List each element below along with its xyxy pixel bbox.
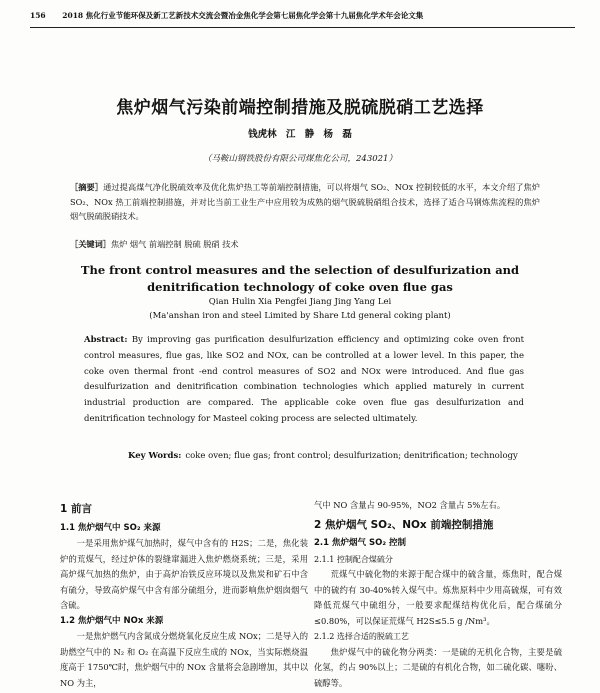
- abstract-chinese-text: 通过提高煤气净化脱硫效率及优化焦炉热工等前端控制措施，可以将烟气 SO₂、NOx 控制较低的水平，本文介绍了焦炉 SO₂、NOx 热工前端控制措施，并对比当前工业生产中应用较为成熟的烟气脱硫脱硝组合技术，选择了适合马钢炼焦流程的焦炉烟气脱硫脱硝技术。: [70, 182, 540, 221]
- page-number: 156: [30, 11, 46, 20]
- section-heading-2-1-2: 2.1.2 选择合适的脱硫工艺: [314, 632, 409, 641]
- paragraph: 一是采用焦炉煤气加热时，煤气中含有的 H2S；二是，焦化装炉的荒煤气，经过炉体的裂缝窜漏进入焦炉燃烧系统；三是，采用高炉煤气加热的焦炉，由于高炉冶铁反应环境以及焦炭和矿石中含有硫分，导致高炉煤气中含有部分硫组分，进而影响焦炉烟囱烟气含硫。: [60, 538, 308, 610]
- authors-chinese: 钱虎林 江 静 杨 磊: [248, 129, 352, 140]
- keywords-chinese-label: ［关键词］: [70, 239, 111, 249]
- paragraph: 焦炉煤气中的硫化物分两类：一是硫的无机化合物，主要是硫化氢，约占 90%以上；二是硫的有机化合物，如二硫化碳、噻吩、硫醇等。: [314, 646, 562, 688]
- abstract-chinese-label: ［摘要］: [70, 182, 104, 192]
- running-title: 2018 焦化行业节能环保及新工艺新技术交流会暨冶金焦化学会第七届焦化学会第十九届焦化学术年会论文集: [62, 11, 424, 20]
- section-heading-2-1: 2.1 焦炉烟气 SO₂ 控制: [314, 538, 407, 548]
- paragraph: 荒煤气中硫化物的来源于配合煤中的硫含量，炼焦时，配合煤中的硫约有 30-40%转入煤气中。炼焦原料中少用高硫煤，可有效降低荒煤气中硫组分，一般要求配煤结构优化后，配合煤硫分≤0.80%，可以保证荒煤气 H2S≤5.5 g /Nm³。: [314, 569, 562, 626]
- abstract-chinese: [70, 180, 540, 224]
- abstract-english: [84, 333, 524, 428]
- section-heading-1: 1 前言: [60, 503, 92, 515]
- paragraph: 气中 NO 含量占 90-95%，NO2 含量占 5%左右。: [314, 500, 506, 510]
- section-heading-2: 2 焦炉烟气 SO₂、NOx 前端控制措施: [314, 518, 494, 531]
- paragraph: 一是焦炉燃气内含氮成分燃烧氧化反应生成 NOx；二是导入的助燃空气中的 N₂ 和 O₂ 在高温下反应生成的 NOx，当实际燃烧温度高于 1750℃时，焦炉烟气中的 NOx 含量将会急剧增加，其中以 NO 为主，: [60, 631, 308, 688]
- abstract-english-label: Abstract:: [84, 335, 128, 345]
- affiliation-english: (Ma'anshan iron and steel Limited by Share Ltd general coking plant): [149, 311, 451, 321]
- abstract-english-text: By improving gas purification desulfurization efficiency and optimizing coke oven front control measures, flue gas, like SO2 and NOx, can be controlled at a lower level. In this paper, the coke oven thermal front -end control measures of SO2 and NOx were introduced. And flue gas desulfurization and denitrification combination technologies which applied maturely in current industrial production are compared. The applicable coke oven flue gas desulfurization and denitrification technology for Masteel coking process are selected ultimately.: [84, 335, 525, 424]
- keywords-chinese: [70, 239, 540, 250]
- keywords-english-label: Key Words:: [128, 451, 182, 461]
- title-chinese: 焦炉烟气污染前端控制措施及脱硫脱硝工艺选择: [116, 98, 484, 118]
- keywords-english: [128, 451, 568, 461]
- running-header: [30, 10, 575, 21]
- affiliation-chinese: （马鞍山钢铁股份有限公司煤焦化公司，243021）: [203, 154, 397, 164]
- left-column: [60, 498, 308, 691]
- section-heading-1-1: 1.1 焦炉烟气中 SO₂ 来源: [60, 522, 161, 533]
- section-heading-1-2: 1.2 焦炉烟气中 NOx 来源: [60, 615, 164, 626]
- header-rule: [30, 27, 575, 28]
- section-heading-2-1-1: 2.1.1 控制配合煤硫分: [314, 554, 393, 564]
- right-column: [314, 498, 562, 691]
- title-english: The front control measures and the selection of desulfurization and denitrification technology of coke oven flue gas: [80, 263, 520, 294]
- keywords-english-text: coke oven; flue gas; front control; desulfurization; denitrification; technology: [185, 451, 518, 461]
- authors-english: Qian Hulin Xia Pengfei Jiang Jing Yang Lei: [208, 297, 392, 307]
- keywords-chinese-text: 焦炉 烟气 前端控制 脱硫 脱硝 技术: [110, 239, 239, 249]
